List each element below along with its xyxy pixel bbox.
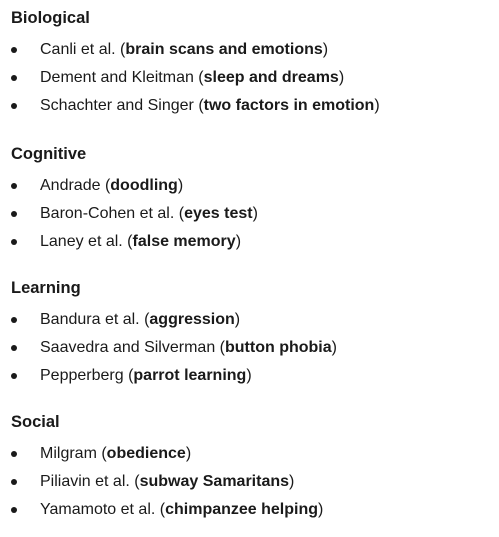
study-author: Milgram xyxy=(40,445,97,462)
study-topic: false memory xyxy=(132,233,236,250)
section-heading: Social xyxy=(11,413,60,431)
study-author: Andrade xyxy=(40,177,101,194)
bullet-icon xyxy=(11,183,17,189)
list-item: Baron-Cohen et al. (eyes test) xyxy=(0,204,499,228)
list-item: Bandura et al. (aggression) xyxy=(0,310,499,334)
study-topic: eyes test xyxy=(184,205,253,222)
study-author: Canli et al. xyxy=(40,41,116,58)
study-topic: obedience xyxy=(106,445,186,462)
study-topic: brain scans and emotions xyxy=(125,41,323,58)
list-item: Schachter and Singer (two factors in emotion) xyxy=(0,96,499,120)
list-item: Canli et al. (brain scans and emotions) xyxy=(0,40,499,64)
bullet-icon xyxy=(11,317,17,323)
bullet-icon xyxy=(11,451,17,457)
study-topic: aggression xyxy=(149,311,235,328)
study-topic: two factors in emotion xyxy=(203,97,375,114)
bullet-icon xyxy=(11,239,17,245)
section-heading: Learning xyxy=(11,279,81,297)
study-author: Saavedra and Silverman xyxy=(40,339,216,356)
bullet-icon xyxy=(11,47,17,53)
study-author: Schachter and Singer xyxy=(40,97,194,114)
study-topic: button phobia xyxy=(225,339,332,356)
list-item: Milgram (obedience) xyxy=(0,444,499,468)
list-item: Yamamoto et al. (chimpanzee helping) xyxy=(0,500,499,524)
bullet-icon xyxy=(11,211,17,217)
study-author: Laney et al. xyxy=(40,233,123,250)
bullet-icon xyxy=(11,479,17,485)
study-author: Pepperberg xyxy=(40,367,124,384)
bullet-icon xyxy=(11,345,17,351)
list-item: Laney et al. (false memory) xyxy=(0,232,499,256)
bullet-icon xyxy=(11,75,17,81)
list-item: Piliavin et al. (subway Samaritans) xyxy=(0,472,499,496)
study-topic: parrot learning xyxy=(133,367,247,384)
bullet-icon xyxy=(11,373,17,379)
study-author: Piliavin et al. xyxy=(40,473,130,490)
study-author: Yamamoto et al. xyxy=(40,501,156,518)
bullet-icon xyxy=(11,507,17,513)
section-heading: Cognitive xyxy=(11,145,87,163)
study-topic: subway Samaritans xyxy=(139,473,290,490)
study-author: Bandura et al. xyxy=(40,311,140,328)
bullet-icon xyxy=(11,103,17,109)
study-topic: doodling xyxy=(110,177,178,194)
list-item: Saavedra and Silverman (button phobia) xyxy=(0,338,499,362)
section-heading: Biological xyxy=(11,9,90,27)
list-item: Dement and Kleitman (sleep and dreams) xyxy=(0,68,499,92)
list-item: Andrade (doodling) xyxy=(0,176,499,200)
study-author: Baron-Cohen et al. xyxy=(40,205,175,222)
study-author: Dement and Kleitman xyxy=(40,69,194,86)
list-item: Pepperberg (parrot learning) xyxy=(0,366,499,390)
study-topic: chimpanzee helping xyxy=(165,501,319,518)
study-topic: sleep and dreams xyxy=(203,69,339,86)
